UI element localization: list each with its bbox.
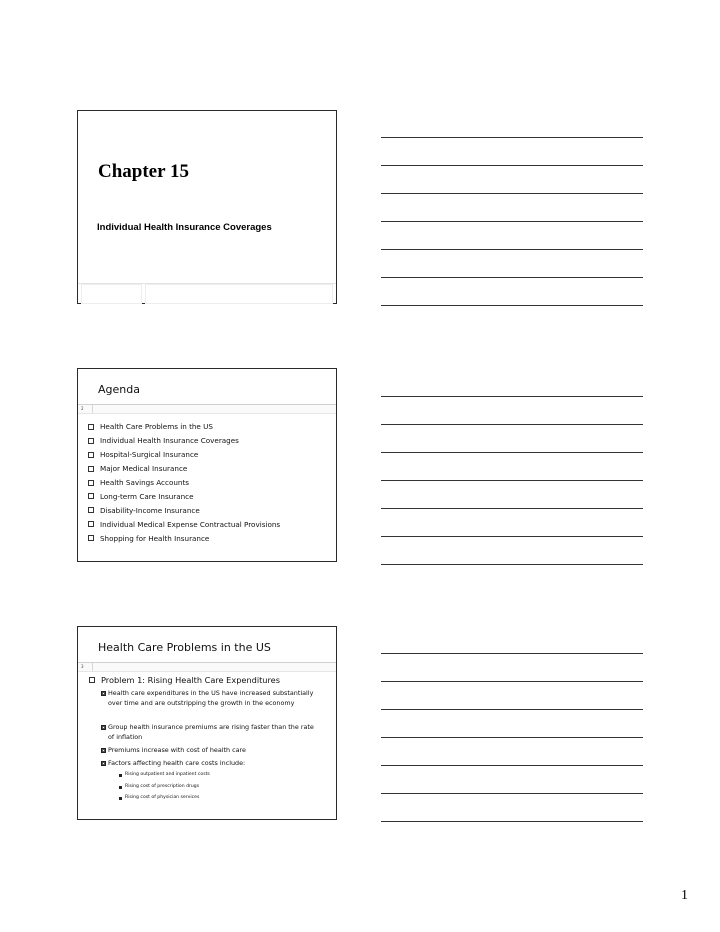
- bullet-icon: [101, 691, 106, 696]
- page-number: 1: [681, 888, 688, 903]
- slide-2: [77, 368, 337, 562]
- slide-number: 3: [81, 664, 84, 669]
- checkbox-bullet-icon: [88, 521, 94, 527]
- checkbox-bullet-icon: [88, 466, 94, 472]
- note-line: [381, 424, 643, 425]
- chapter-subtitle: Individual Health Insurance Coverages: [97, 222, 272, 233]
- list-item: Disability-Income Insurance: [88, 503, 280, 517]
- list-item: Rising outpatient and inpatient costs: [125, 772, 210, 778]
- slide-title: Agenda: [98, 383, 140, 396]
- note-line: [381, 564, 643, 565]
- bullet-icon: [119, 774, 122, 777]
- note-line: [381, 737, 643, 738]
- note-line: [381, 249, 643, 250]
- slide-number: 2: [81, 406, 84, 411]
- checkbox-bullet-icon: [88, 493, 94, 499]
- list-item: Health care expenditures in the US have increased substantially over time and are outstripping the growth in the economy: [108, 688, 318, 708]
- note-line: [381, 305, 643, 306]
- list-item: Long-term Care Insurance: [88, 489, 280, 503]
- bullet-icon: [119, 786, 122, 789]
- problem-heading: Problem 1: Rising Health Care Expenditures: [89, 675, 280, 685]
- checkbox-bullet-icon: [88, 438, 94, 444]
- slide-1: [77, 110, 337, 304]
- list-item: Health Care Problems in the US: [88, 420, 280, 434]
- list-item: Health Savings Accounts: [88, 476, 280, 490]
- note-line: [381, 396, 643, 397]
- note-line: [381, 709, 643, 710]
- title-rule: [78, 404, 336, 414]
- list-item: Group health insurance premiums are rising faster than the rate of inflation: [108, 722, 318, 742]
- bullet-icon: [101, 761, 106, 766]
- list-item: Shopping for Health Insurance: [88, 531, 280, 545]
- note-line: [381, 193, 643, 194]
- list-item: Rising cost of prescription drugs: [125, 784, 199, 790]
- checkbox-bullet-icon: [88, 480, 94, 486]
- note-line: [381, 508, 643, 509]
- note-line: [381, 221, 643, 222]
- note-line: [381, 452, 643, 453]
- note-line: [381, 536, 643, 537]
- note-line: [381, 480, 643, 481]
- slide-3: [77, 626, 337, 820]
- list-item: Major Medical Insurance: [88, 462, 280, 476]
- checkbox-bullet-icon: [88, 507, 94, 513]
- note-line: [381, 653, 643, 654]
- checkbox-bullet-icon: [89, 677, 95, 683]
- checkbox-bullet-icon: [88, 535, 94, 541]
- list-item: Rising cost of physician services: [125, 795, 199, 801]
- note-line: [381, 137, 643, 138]
- agenda-list: [88, 420, 280, 545]
- note-line: [381, 277, 643, 278]
- note-line: [381, 765, 643, 766]
- list-item: Hospital-Surgical Insurance: [88, 448, 280, 462]
- checkbox-bullet-icon: [88, 452, 94, 458]
- list-item: Factors affecting health care costs include:: [108, 758, 318, 768]
- note-line: [381, 821, 643, 822]
- bullet-icon: [101, 725, 106, 730]
- list-item: Premiums increase with cost of health care: [108, 745, 318, 755]
- footer-cell-left: [81, 284, 142, 304]
- slide-footer: [78, 283, 336, 305]
- chapter-title: Chapter 15: [98, 161, 189, 182]
- list-item: Individual Medical Expense Contractual Provisions: [88, 517, 280, 531]
- note-line: [381, 793, 643, 794]
- bullet-icon: [119, 797, 122, 800]
- note-line: [381, 165, 643, 166]
- bullet-icon: [101, 748, 106, 753]
- list-item: Individual Health Insurance Coverages: [88, 434, 280, 448]
- slide-title: Health Care Problems in the US: [98, 641, 271, 654]
- title-rule: [78, 662, 336, 672]
- footer-cell-right: [145, 284, 333, 304]
- note-line: [381, 681, 643, 682]
- checkbox-bullet-icon: [88, 424, 94, 430]
